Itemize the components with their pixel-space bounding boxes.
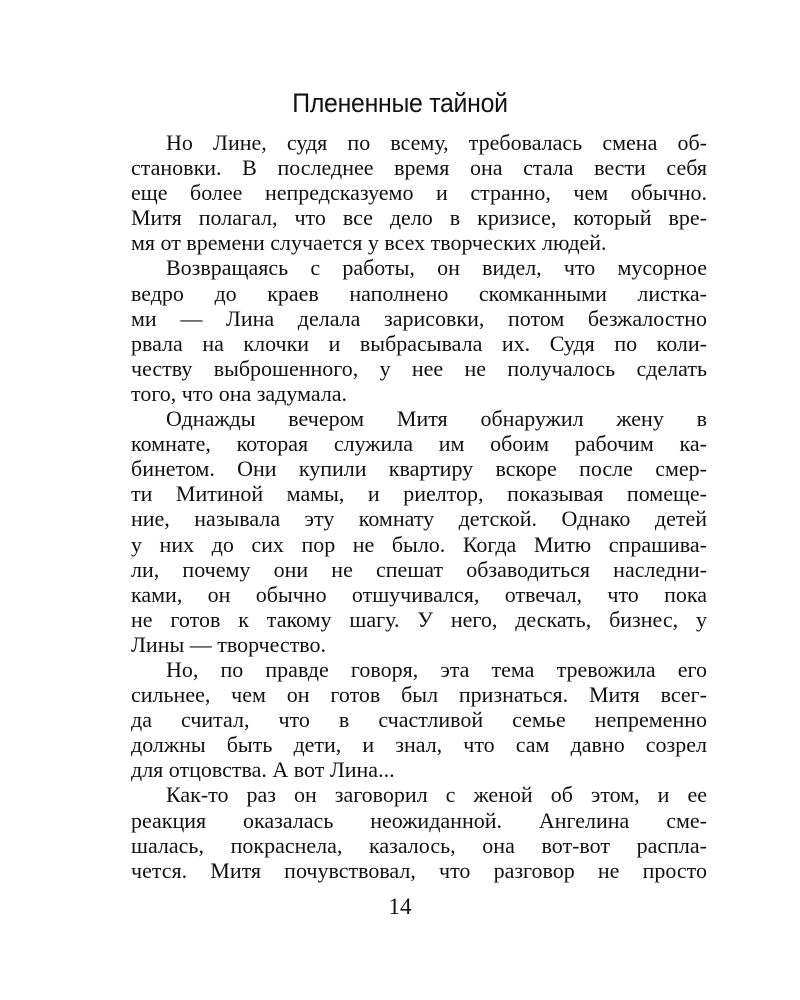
text-line: ние, называла эту комнату детской. Однако детей — [131, 506, 707, 532]
text-line: рвала на клочки и выбрасывала их. Судя по коли- — [131, 330, 707, 356]
text-line: ведро до краев наполнено скомканными листка- — [131, 280, 707, 306]
text-line: комнате, которая служила им обоим рабочим ка- — [131, 431, 707, 457]
text-line: не готов к такому шагу. У него, дескать, бизнес, у — [131, 606, 707, 632]
body-text — [131, 130, 707, 883]
text-line: того, что она задумала. — [131, 380, 348, 406]
text-line: мя от времени случается у всех творческих людей. — [131, 230, 607, 256]
text-line: Как-то раз он заговорил с женой об этом, и ее — [166, 782, 707, 808]
text-line: Возвращаясь с работы, он видел, что мусорное — [166, 255, 707, 281]
text-line: да считал, что в счастливой семье непременно — [131, 707, 707, 733]
page-number: 14 — [388, 894, 412, 919]
text-line: сильнее, чем он готов был признаться. Митя всег- — [131, 682, 707, 708]
text-line: чется. Митя почувствовал, что разговор не просто — [131, 857, 707, 883]
text-line: должны быть дети, и знал, что сам давно созрел — [131, 732, 707, 758]
text-line: ти Митиной мамы, и риелтор, показывая помеще- — [131, 481, 707, 507]
text-line: реакция оказалась неожиданной. Ангелина сме- — [131, 807, 707, 833]
text-line: Митя полагал, что все дело в кризисе, который вре- — [131, 205, 707, 231]
text-line: у них до сих пор не было. Когда Митю спрашива- — [131, 531, 707, 557]
text-line: ками, он обычно отшучивался, отвечал, что пока — [131, 581, 707, 607]
text-line: Но Лине, судя по всему, требовалась смена об- — [166, 130, 707, 155]
text-line: честву выброшенного, у нее не получалось сделать — [131, 355, 707, 381]
text-line: ми — Лина делала зарисовки, потом безжалостно — [131, 305, 707, 331]
running-title: Плененные тайной — [292, 88, 508, 118]
text-line: становки. В последнее время она стала вести себя — [131, 155, 707, 181]
text-line: шалась, покраснела, казалось, она вот-вот распла- — [131, 832, 707, 858]
text-line: Лины — творчество. — [131, 631, 327, 657]
text-line: для отцовства. А вот Лина... — [131, 757, 395, 783]
text-line: ли, почему они не спешат обзаводиться наследни- — [131, 556, 707, 582]
text-line: Однажды вечером Митя обнаружил жену в — [166, 406, 707, 432]
text-line: Но, по правде говоря, эта тема тревожила его — [166, 656, 707, 682]
text-line: еще более непредсказуемо и странно, чем обычно. — [131, 180, 707, 206]
text-line: бинетом. Они купили квартиру вскоре после смер- — [131, 456, 707, 482]
